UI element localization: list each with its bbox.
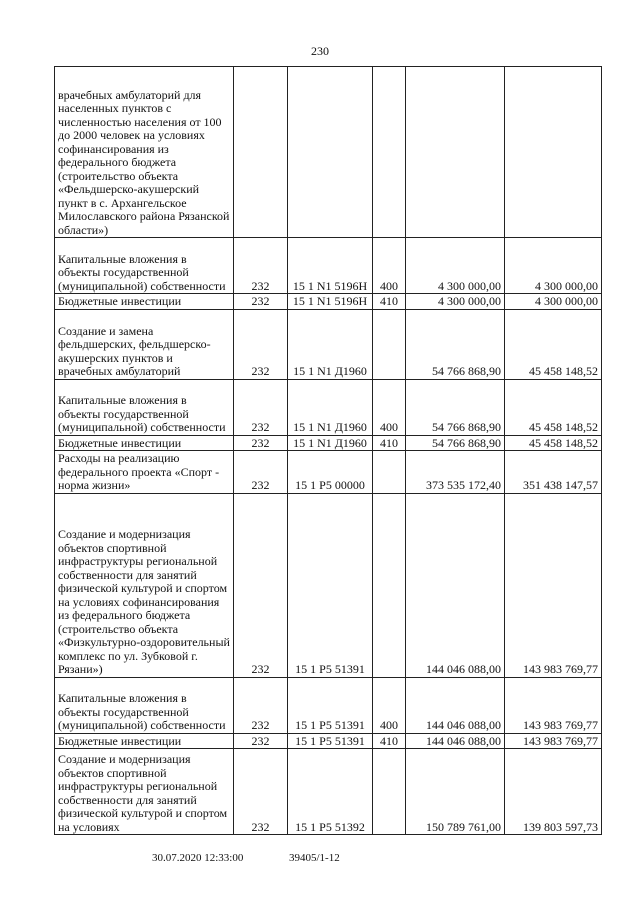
cell-name: Бюджетные инвестиции — [55, 294, 234, 310]
cell-csr: 15 1 N1 5196Н — [288, 238, 373, 294]
cell-ministry: 232 — [234, 677, 288, 733]
cell-csr: 15 1 N1 Д1960 — [288, 309, 373, 379]
cell-vr: 400 — [373, 379, 406, 435]
cell-vr: 410 — [373, 733, 406, 749]
cell-sum1: 54 766 868,90 — [406, 435, 505, 451]
cell-sum1: 144 046 088,00 — [406, 733, 505, 749]
cell-sum2: 351 438 147,57 — [505, 451, 602, 494]
cell-csr — [288, 67, 373, 238]
cell-csr: 15 1 N1 Д1960 — [288, 379, 373, 435]
table-row — [55, 67, 602, 238]
cell-ministry: 232 — [234, 294, 288, 310]
cell-sum2: 143 983 769,77 — [505, 493, 602, 677]
cell-sum1 — [406, 67, 505, 238]
cell-sum2: 143 983 769,77 — [505, 677, 602, 733]
footer-timestamp: 30.07.2020 12:33:00 — [152, 852, 244, 864]
cell-vr — [373, 67, 406, 238]
cell-name: врачебных амбулаторий для населенных пунктов с численностью населения от 100 до 2000 человек на условиях софинансирования из федерального бюджета (строительство объекта «Фельдшерско-акушерский пункт в с. Архангельское Милославского района Рязанской области») — [55, 67, 234, 238]
cell-sum2: 139 803 597,73 — [505, 749, 602, 835]
cell-ministry: 232 — [234, 733, 288, 749]
table-row — [55, 493, 602, 677]
cell-ministry: 232 — [234, 238, 288, 294]
cell-ministry: 232 — [234, 749, 288, 835]
budget-table — [54, 66, 602, 835]
cell-ministry: 232 — [234, 309, 288, 379]
cell-sum1: 144 046 088,00 — [406, 493, 505, 677]
cell-sum1: 4 300 000,00 — [406, 294, 505, 310]
cell-csr: 15 1 P5 51391 — [288, 733, 373, 749]
cell-name: Создание и модернизация объектов спортивной инфраструктуры региональной собственности для занятий физической культурой и спортом на условиях — [55, 749, 234, 835]
cell-ministry — [234, 67, 288, 238]
cell-vr: 410 — [373, 294, 406, 310]
cell-sum1: 144 046 088,00 — [406, 677, 505, 733]
cell-sum2: 45 458 148,52 — [505, 379, 602, 435]
cell-vr — [373, 309, 406, 379]
cell-ministry: 232 — [234, 493, 288, 677]
table-row — [55, 309, 602, 379]
cell-ministry: 232 — [234, 451, 288, 494]
cell-sum1: 54 766 868,90 — [406, 379, 505, 435]
footer-doc-id: 39405/1-12 — [289, 852, 340, 864]
table-row — [55, 435, 602, 451]
cell-sum2: 45 458 148,52 — [505, 309, 602, 379]
cell-vr — [373, 493, 406, 677]
cell-vr — [373, 749, 406, 835]
cell-sum1: 373 535 172,40 — [406, 451, 505, 494]
cell-vr: 400 — [373, 677, 406, 733]
cell-sum1: 4 300 000,00 — [406, 238, 505, 294]
table-row — [55, 238, 602, 294]
cell-name: Капитальные вложения в объекты государственной (муниципальной) собственности — [55, 379, 234, 435]
cell-sum2: 4 300 000,00 — [505, 294, 602, 310]
cell-csr: 15 1 N1 Д1960 — [288, 435, 373, 451]
cell-csr: 15 1 P5 51391 — [288, 493, 373, 677]
cell-vr: 400 — [373, 238, 406, 294]
table-row — [55, 451, 602, 494]
cell-sum2 — [505, 67, 602, 238]
table-row — [55, 677, 602, 733]
cell-csr: 15 1 N1 5196Н — [288, 294, 373, 310]
cell-name: Бюджетные инвестиции — [55, 435, 234, 451]
cell-sum1: 54 766 868,90 — [406, 309, 505, 379]
cell-sum2: 45 458 148,52 — [505, 435, 602, 451]
cell-csr: 15 1 P5 51391 — [288, 677, 373, 733]
cell-sum2: 4 300 000,00 — [505, 238, 602, 294]
cell-csr: 15 1 P5 51392 — [288, 749, 373, 835]
table-row — [55, 294, 602, 310]
cell-name: Создание и модернизация объектов спортивной инфраструктуры региональной собственности для занятий физической культурой и спортом на условиях софинансирования из федерального бюджета (строительство объекта «Физкультурно-оздоровительный комплекс по ул. Зубковой г. Рязани») — [55, 493, 234, 677]
table-row — [55, 733, 602, 749]
cell-vr — [373, 451, 406, 494]
table-row — [55, 379, 602, 435]
cell-ministry: 232 — [234, 435, 288, 451]
cell-csr: 15 1 P5 00000 — [288, 451, 373, 494]
cell-sum1: 150 789 761,00 — [406, 749, 505, 835]
table-row — [55, 749, 602, 835]
cell-sum2: 143 983 769,77 — [505, 733, 602, 749]
cell-name: Капитальные вложения в объекты государственной (муниципальной) собственности — [55, 238, 234, 294]
cell-vr: 410 — [373, 435, 406, 451]
cell-name: Капитальные вложения в объекты государственной (муниципальной) собственности — [55, 677, 234, 733]
cell-name: Расходы на реализацию федерального проекта «Спорт - норма жизни» — [55, 451, 234, 494]
cell-name: Создание и замена фельдшерских, фельдшерско-акушерских пунктов и врачебных амбулаторий — [55, 309, 234, 379]
page-number: 230 — [311, 44, 329, 58]
cell-ministry: 232 — [234, 379, 288, 435]
cell-name: Бюджетные инвестиции — [55, 733, 234, 749]
